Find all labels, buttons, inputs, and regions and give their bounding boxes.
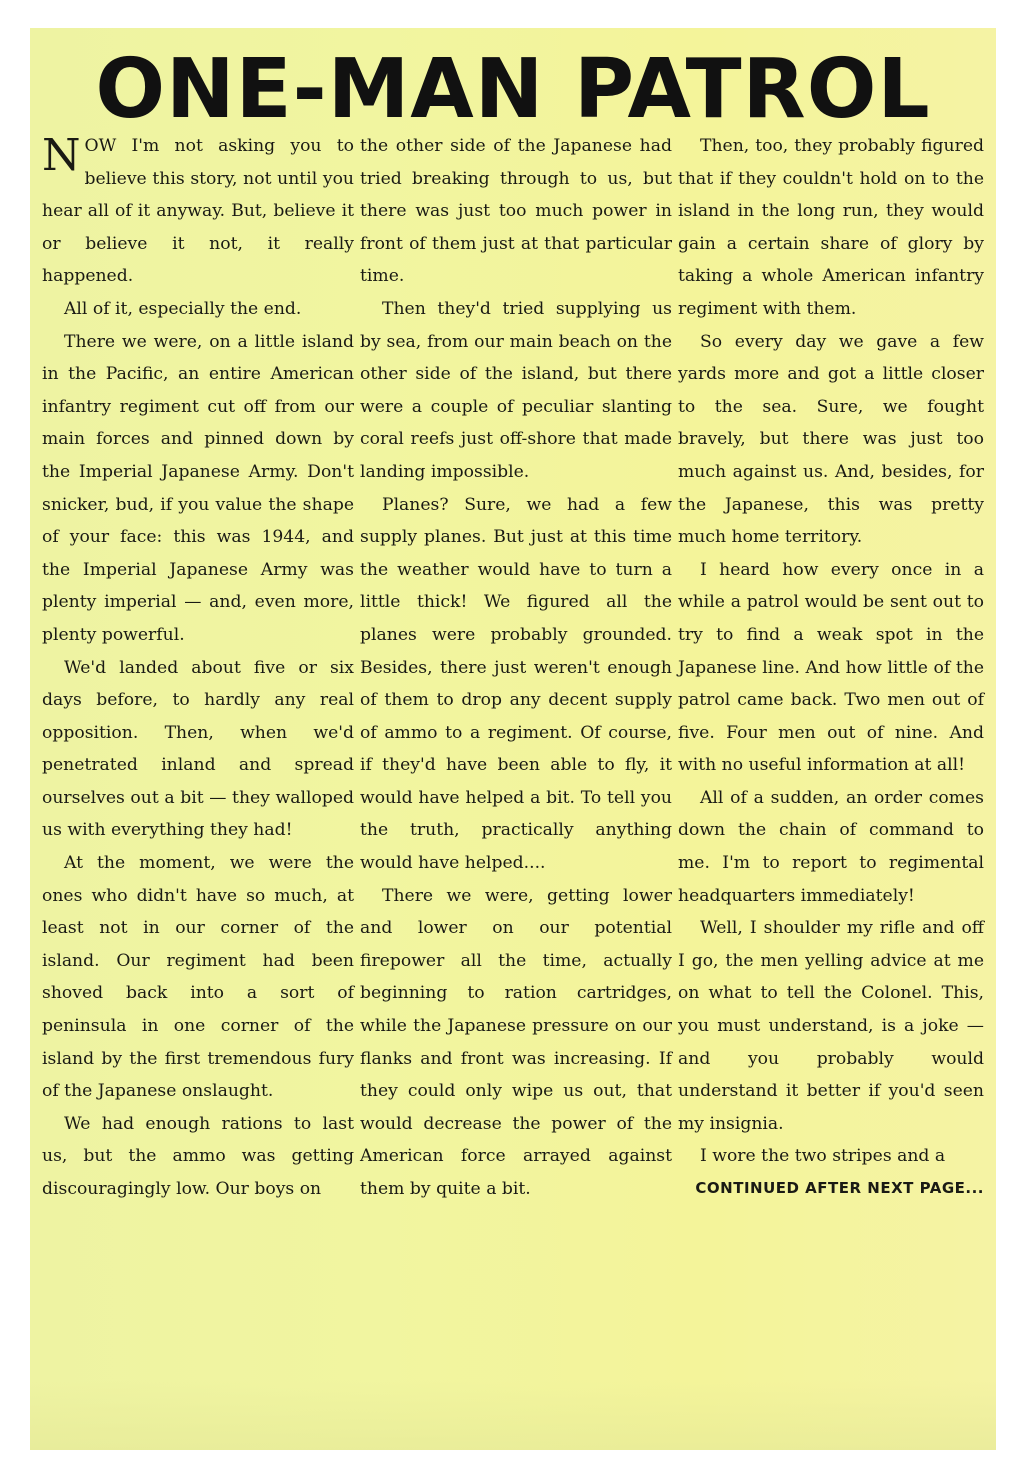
paragraph: Planes? Sure, we had a few supply planes. But just at this time the weather would have to turn a little thick! We figured all the planes were probably grounded. Besides, there just weren't enough of them to drop any decent supply of ammo to a regiment. Of course, if they'd have been able to fly, it would have helped a bit. To tell you the truth, practically anything would have helped.... (360, 494, 672, 874)
paragraph: I wore the two stripes and a (700, 1146, 946, 1167)
paragraph: There we were, getting lower and lower on our potential firepower all the time, actually beginning to ration cartridges, while the Japanese pressure on our flanks and front was increasing. If they could only wipe us out, that would decrease the power of the American force arrayed against them by quite a bit. (360, 885, 672, 1199)
continued-notice: CONTINUED AFTER NEXT PAGE... (695, 1179, 984, 1197)
drop-cap: N (42, 130, 81, 181)
story-title: ONE-MAN PATROL (95, 42, 931, 137)
text-column-1 (42, 130, 354, 1206)
text-column-3 (678, 130, 984, 1203)
paragraph: We'd landed about five or six days before, to hardly any real opposition. Then, when we'd penetrated inland and spread ourselves out a bit — they walloped us with everything they had! (42, 657, 354, 841)
paragraph: At the moment, we were the ones who didn't have so much, at least not in our corner of the island. Our regiment had been shoved back into a sort of peninsula in one corner of the island by the first tremendous fury of the Japanese onslaught. (42, 853, 354, 1102)
paragraph: the other side of the Japanese had tried breaking through to us, but there was just too much power in front of them just at that particular time. (360, 136, 672, 287)
paragraph: Well, I shoulder my rifle and off I go, the men yelling advice at me on what to tell the Colonel. This, you must understand, is a joke — and you probably would understand it better if you'd seen my insignia. (678, 918, 984, 1134)
paragraph: Then, too, they probably figured that if they couldn't hold on to the island in the long run, they would gain a certain share of glory by taking a whole American infantry regiment with them. (678, 136, 984, 319)
paragraph: All of it, especially the end. (64, 298, 302, 319)
paragraph-text: OW I'm not asking you to believe this story, not until you hear all of it anyway. But, believe it or believe it not, it really happened. (42, 136, 354, 287)
paragraph: There we were, on a little island in the Pacific, an entire American infantry regiment cut off from our main forces and pinned down by the Imperial Japanese Army. Don't snicker, bud, if you value the shape of your face: this was 1944, and the Imperial Japanese Army was plenty imperial — and, even more, plenty powerful. (42, 331, 354, 645)
paragraph: Then they'd tried supplying us by sea, from our main beach on the other side of the island, but there were a couple of peculiar slanting coral reefs just off-shore that made landing impossible. (360, 298, 672, 482)
story-page (30, 28, 996, 1450)
paragraph: We had enough rations to last us, but the ammo was getting discouragingly low. Our boys on (42, 1113, 354, 1199)
paragraph: All of a sudden, an order comes down the chain of command to me. I'm to report to regimental headquarters immediately! (678, 787, 984, 906)
paragraph (42, 130, 354, 293)
page-bottom-margin (30, 1380, 996, 1450)
paragraph: So every day we gave a few yards more and got a little closer to the sea. Sure, we fought bravely, but there was just too much against us. And, besides, for the Japanese, this was pretty much home territory. (678, 331, 984, 548)
paragraph: I heard how every once in a while a patrol would be sent out to try to find a weak spot in the Japanese line. And how little of the patrol came back. Two men out of five. Four men out of nine. And with no useful information at all! (678, 559, 984, 776)
text-column-2 (360, 130, 672, 1206)
